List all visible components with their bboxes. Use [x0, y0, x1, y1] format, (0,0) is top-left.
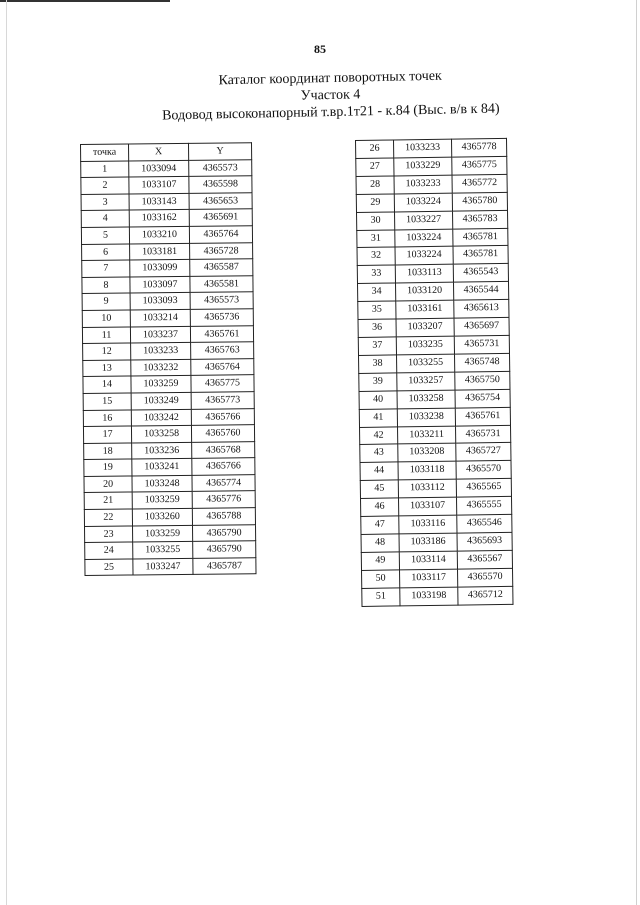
cell-point: 22	[84, 509, 132, 526]
cell-point: 12	[83, 343, 131, 360]
cell-point: 7	[82, 260, 130, 277]
cell-point: 29	[356, 194, 394, 212]
cell-y: 4365736	[190, 309, 253, 326]
cell-x: 1033258	[397, 390, 455, 409]
cell-y: 4365728	[190, 242, 253, 259]
cell-x: 1033233	[131, 342, 191, 359]
heading-object: Водовод высоконапорный т.вр.1т21 - к.84 (Выс. в/в к 84)	[161, 101, 500, 124]
cell-point: 43	[360, 444, 398, 462]
cell-point: 18	[84, 443, 132, 460]
table-row	[357, 228, 508, 248]
cell-y: 4365573	[190, 292, 253, 309]
cell-x: 1033233	[394, 175, 452, 194]
cell-x: 1033236	[132, 442, 192, 459]
column-header-x: X	[129, 143, 189, 160]
cell-point: 11	[82, 327, 130, 344]
column-header-y: Y	[188, 143, 251, 160]
cell-x: 1033224	[395, 229, 453, 248]
table-row	[82, 309, 253, 327]
cell-y: 4365544	[453, 282, 508, 301]
table-row	[360, 479, 511, 499]
cell-point: 45	[360, 480, 398, 498]
cell-y: 4365780	[452, 192, 507, 211]
cell-x: 1033247	[133, 558, 193, 575]
cell-point: 16	[83, 409, 131, 426]
cell-x: 1033259	[132, 492, 192, 509]
cell-x: 1033099	[130, 260, 190, 277]
table-row	[83, 425, 254, 443]
cell-point: 47	[361, 516, 399, 534]
cell-y: 4365764	[189, 226, 252, 243]
table-row	[81, 192, 252, 210]
table-row	[360, 461, 511, 481]
table-row	[81, 159, 252, 177]
cell-y: 4365570	[456, 461, 511, 480]
cell-x: 1033235	[396, 336, 454, 355]
table-row	[83, 358, 254, 376]
cell-point: 49	[361, 552, 399, 570]
cell-y: 4365790	[193, 541, 256, 558]
cell-y: 4365750	[455, 371, 510, 390]
cell-point: 32	[357, 247, 395, 265]
table-row	[82, 259, 253, 277]
table-row	[357, 210, 508, 230]
cell-y: 4365653	[189, 192, 252, 209]
cell-x: 1033107	[399, 497, 457, 516]
cell-point: 9	[82, 293, 130, 310]
cell-x: 1033233	[394, 139, 452, 158]
scan-edge-top	[0, 0, 170, 2]
cell-point: 31	[357, 229, 395, 247]
table-row	[84, 475, 255, 493]
heading-section: Участок 4	[300, 87, 361, 104]
cell-x: 1033143	[129, 193, 189, 210]
cell-y: 4365731	[454, 335, 509, 354]
cell-y: 4365778	[451, 138, 506, 157]
table-row	[356, 174, 507, 194]
cell-point: 5	[81, 227, 129, 244]
scan-edge-right	[636, 0, 637, 905]
cell-point: 35	[358, 301, 396, 319]
cell-y: 4365693	[457, 532, 512, 551]
cell-y: 4365691	[189, 209, 252, 226]
table-row	[358, 335, 509, 355]
cell-y: 4365766	[192, 458, 255, 475]
cell-x: 1033227	[395, 211, 453, 230]
cell-point: 38	[359, 355, 397, 373]
cell-point: 50	[362, 570, 400, 588]
cell-point: 39	[359, 373, 397, 391]
cell-point: 51	[362, 588, 400, 606]
cell-point: 26	[356, 140, 394, 158]
cell-point: 15	[83, 393, 131, 410]
cell-point: 10	[82, 310, 130, 327]
cell-point: 44	[360, 462, 398, 480]
cell-y: 4365570	[457, 568, 512, 587]
table-row	[85, 541, 256, 559]
cell-x: 1033114	[399, 551, 457, 570]
cell-y: 4365573	[189, 159, 252, 176]
table-row	[358, 282, 509, 302]
cell-x: 1033120	[396, 282, 454, 301]
table-row	[356, 138, 507, 158]
cell-y: 4365760	[191, 425, 254, 442]
cell-point: 23	[85, 526, 133, 543]
cell-point: 27	[356, 158, 394, 176]
cell-y: 4365697	[454, 317, 509, 336]
cell-x: 1033259	[132, 525, 192, 542]
cell-point: 34	[358, 283, 396, 301]
cell-x: 1033260	[132, 508, 192, 525]
cell-x: 1033241	[132, 459, 192, 476]
table-row	[83, 408, 254, 426]
table-row	[82, 325, 253, 343]
cell-x: 1033248	[132, 475, 192, 492]
table-row	[356, 192, 507, 212]
coordinates-table-left	[80, 142, 257, 576]
cell-y: 4365727	[456, 443, 511, 462]
cell-point: 14	[83, 376, 131, 393]
cell-x: 1033112	[398, 479, 456, 498]
cell-point: 25	[85, 559, 133, 576]
table-row	[84, 491, 255, 509]
table-row	[81, 176, 252, 194]
cell-y: 4365787	[193, 558, 256, 575]
cell-point: 33	[357, 265, 395, 283]
cell-point: 42	[360, 426, 398, 444]
table-row	[81, 226, 252, 244]
cell-x: 1033207	[396, 318, 454, 337]
cell-y: 4365613	[454, 300, 509, 319]
cell-y: 4365764	[191, 358, 254, 375]
cell-x: 1033259	[131, 376, 191, 393]
table-row	[81, 209, 252, 227]
table-row	[83, 375, 254, 393]
cell-y: 4365768	[192, 441, 255, 458]
cell-y: 4365598	[189, 176, 252, 193]
cell-x: 1033210	[129, 226, 189, 243]
cell-point: 6	[82, 244, 130, 261]
table-row	[83, 392, 254, 410]
table-row	[362, 568, 513, 588]
cell-y: 4365748	[454, 353, 509, 372]
cell-point: 4	[81, 210, 129, 227]
table-row	[359, 371, 510, 391]
cell-x: 1033238	[397, 408, 455, 427]
cell-x: 1033208	[398, 444, 456, 463]
cell-point: 1	[81, 161, 129, 178]
coordinates-table-right	[355, 138, 513, 607]
cell-y: 4365775	[452, 156, 507, 175]
cell-point: 21	[84, 492, 132, 509]
cell-y: 4365776	[192, 491, 255, 508]
scan-edge-left	[6, 0, 7, 905]
table-row	[356, 156, 507, 176]
cell-x: 1033211	[398, 426, 456, 445]
cell-y: 4365761	[455, 407, 510, 426]
table-row	[361, 514, 512, 534]
cell-y: 4365567	[457, 550, 512, 569]
cell-x: 1033224	[395, 247, 453, 266]
cell-y: 4365775	[191, 375, 254, 392]
cell-y: 4365555	[456, 496, 511, 515]
cell-point: 8	[82, 277, 130, 294]
cell-x: 1033224	[394, 193, 452, 212]
table-row	[359, 353, 510, 373]
table-row	[359, 389, 510, 409]
table-row	[85, 558, 256, 576]
cell-point: 37	[358, 337, 396, 355]
cell-y: 4365543	[453, 264, 508, 283]
cell-x: 1033258	[131, 425, 191, 442]
heading-title: Каталог координат поворотных точек	[218, 68, 442, 89]
table-row	[83, 342, 254, 360]
page-number: 85	[314, 42, 326, 56]
cell-y: 4365587	[190, 259, 253, 276]
cell-point: 17	[83, 426, 131, 443]
table-row	[358, 300, 509, 320]
cell-y: 4365774	[192, 475, 255, 492]
cell-point: 19	[84, 459, 132, 476]
cell-y: 4365763	[191, 342, 254, 359]
cell-y: 4365781	[453, 228, 508, 247]
table-row	[360, 443, 511, 463]
cell-point: 36	[358, 319, 396, 337]
cell-x: 1033229	[394, 157, 452, 176]
cell-y: 4365790	[192, 524, 255, 541]
table-row	[82, 275, 253, 293]
cell-y: 4365781	[453, 246, 508, 265]
cell-y: 4365754	[455, 389, 510, 408]
cell-x: 1033257	[397, 372, 455, 391]
cell-y: 4365565	[456, 479, 511, 498]
table-row	[358, 317, 509, 337]
cell-x: 1033097	[130, 276, 190, 293]
table-row	[85, 524, 256, 542]
table-row	[361, 550, 512, 570]
table-row	[82, 242, 253, 260]
cell-point: 30	[357, 212, 395, 230]
table-row	[357, 264, 508, 284]
cell-x: 1033118	[398, 461, 456, 480]
table-row	[82, 292, 253, 310]
table-row	[357, 246, 508, 266]
cell-y: 4365773	[191, 392, 254, 409]
cell-x: 1033214	[130, 309, 190, 326]
cell-x: 1033093	[130, 293, 190, 310]
cell-x: 1033186	[399, 533, 457, 552]
table-row	[361, 496, 512, 516]
cell-point: 20	[84, 476, 132, 493]
cell-y: 4365761	[190, 325, 253, 342]
cell-point: 24	[85, 542, 133, 559]
cell-x: 1033181	[130, 243, 190, 260]
cell-x: 1033232	[131, 359, 191, 376]
cell-x: 1033107	[129, 177, 189, 194]
table-row	[362, 586, 513, 606]
cell-y: 4365731	[455, 425, 510, 444]
cell-x: 1033116	[399, 515, 457, 534]
cell-y: 4365772	[452, 174, 507, 193]
cell-y: 4365546	[457, 514, 512, 533]
cell-x: 1033255	[133, 542, 193, 559]
cell-point: 48	[361, 534, 399, 552]
cell-x: 1033198	[400, 587, 458, 606]
column-header-point: точка	[81, 144, 129, 161]
cell-point: 28	[356, 176, 394, 194]
table-row	[84, 508, 255, 526]
cell-point: 41	[359, 409, 397, 427]
table-row	[84, 441, 255, 459]
cell-x: 1033094	[129, 160, 189, 177]
cell-point: 40	[359, 391, 397, 409]
cell-x: 1033117	[400, 569, 458, 588]
cell-x: 1033255	[397, 354, 455, 373]
table-row	[359, 407, 510, 427]
cell-x: 1033161	[396, 300, 454, 319]
document-heading	[140, 66, 521, 125]
cell-y: 4365783	[452, 210, 507, 229]
cell-point: 13	[83, 360, 131, 377]
cell-x: 1033237	[130, 326, 190, 343]
cell-y: 4365712	[458, 586, 513, 605]
cell-point: 2	[81, 177, 129, 194]
cell-y: 4365581	[190, 275, 253, 292]
cell-y: 4365788	[192, 508, 255, 525]
cell-point: 3	[81, 194, 129, 211]
cell-x: 1033242	[131, 409, 191, 426]
cell-x: 1033162	[129, 210, 189, 227]
table-row	[360, 425, 511, 445]
cell-x: 1033113	[395, 264, 453, 283]
cell-point: 46	[361, 498, 399, 516]
table-header-row	[81, 143, 252, 161]
cell-y: 4365766	[191, 408, 254, 425]
cell-x: 1033249	[131, 392, 191, 409]
table-row	[361, 532, 512, 552]
table-row	[84, 458, 255, 476]
